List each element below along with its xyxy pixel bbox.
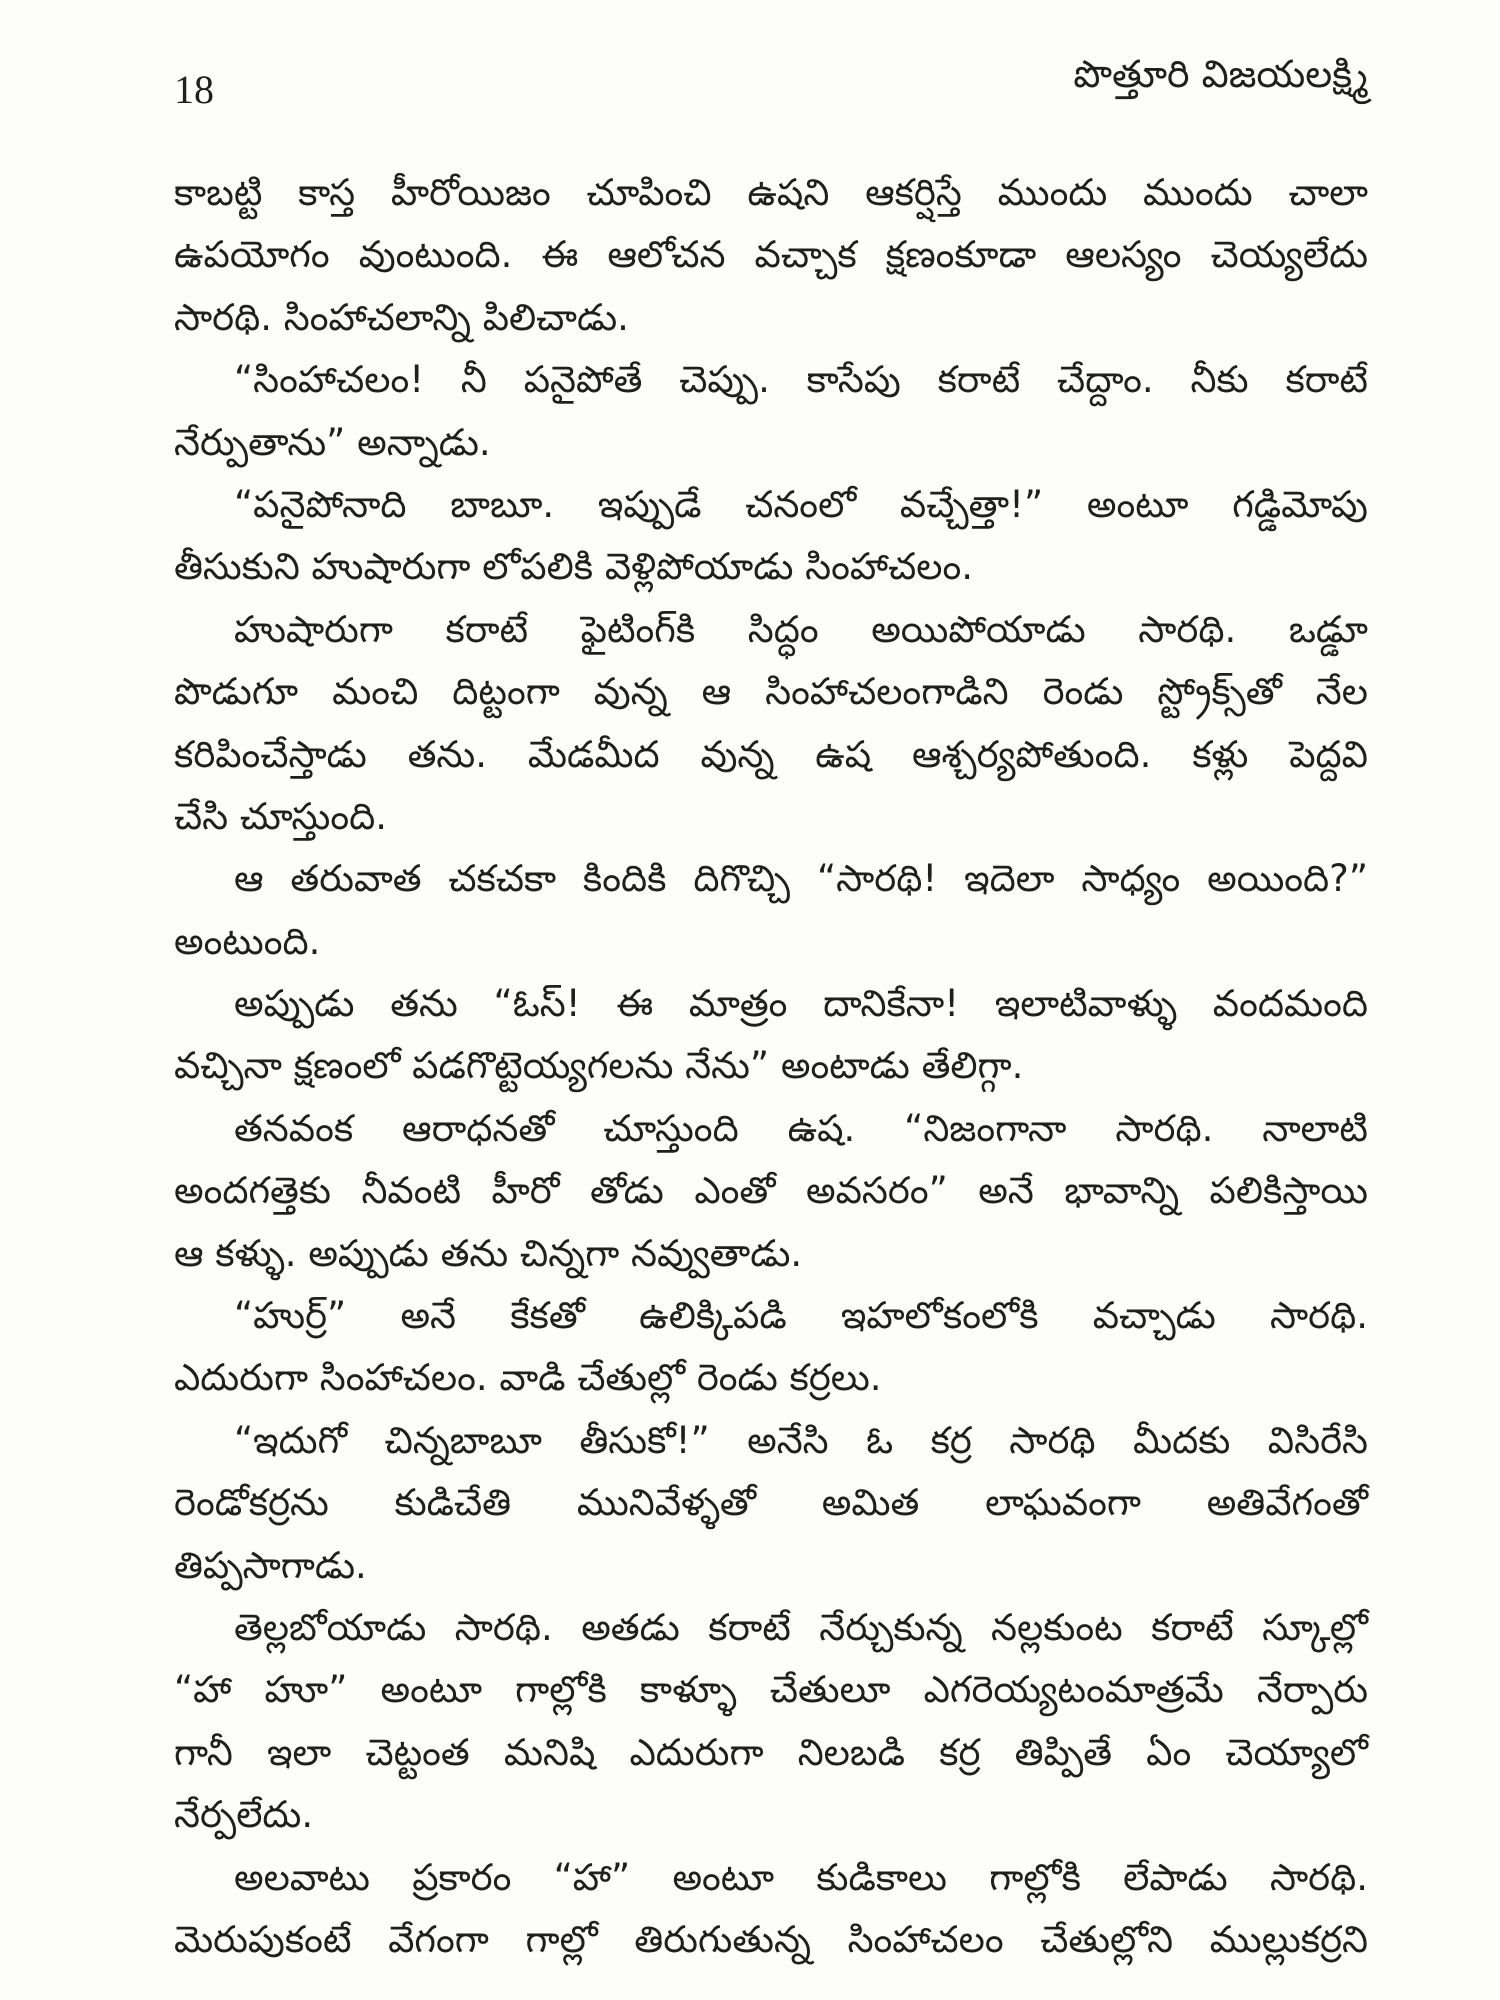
text-line: రెండోకర్రను కుడిచేతి మునివేళ్ళతో అమిత లాఘవంగా అతివేగంతో xyxy=(174,1481,1368,1525)
page-number: 18 xyxy=(174,67,214,112)
text-line: తీసుకుని హుషారుగా లోపలికి వెళ్లిపోయాడు సింహాచలం. xyxy=(174,545,973,589)
text-line: అంటుంది. xyxy=(174,919,321,963)
text-line: అలవాటు ప్రకారం “హా” అంటూ కుడికాలు గాల్లోకి లేపాడు సారథి. xyxy=(234,1855,1368,1899)
text-line: ఆ కళ్ళు. అప్పుడు తను చిన్నగా నవ్వుతాడు. xyxy=(174,1231,803,1275)
text-line: తనవంక ఆరాధనతో చూస్తుంది ఉష. “నిజంగానా సారథి. నాలాటి xyxy=(234,1106,1368,1150)
text-line: “పనైపోనాది బాబూ. ఇప్పుడే చనంలో వచ్చేత్తా!” అంటూ గడ్డిమోపు xyxy=(234,482,1368,526)
text-line: పొడుగూ మంచి దిట్టంగా వున్న ఆ సింహాచలంగాడిని రెండు స్ట్రోక్స్‌తో నేల xyxy=(174,670,1368,714)
text-line: కరిపించేస్తాడు తను. మేడమీద వున్న ఉష ఆశ్చర్యపోతుంది. కళ్లు పెద్దవి xyxy=(174,732,1368,776)
text-line: నేర్పలేదు. xyxy=(174,1793,314,1837)
text-line: “సింహాచలం! నీ పనైపోతే చెప్పు. కాసేపు కరాటే చేద్దాం. నీకు కరాటే xyxy=(234,358,1368,402)
text-line: “హుర్ర్” అనే కేకతో ఉలిక్కిపడి ఇహలోకంలోకి వచ్చాడు సారథి. xyxy=(234,1294,1368,1338)
text-line: తెల్లబోయాడు సారథి. అతడు కరాటే నేర్చుకున్న నల్లకుంట కరాటే స్కూల్లో xyxy=(234,1605,1368,1649)
text-line: హుషారుగా కరాటే ఫైటింగ్‌కి సిద్ధం అయిపోయాడు సారథి. ఒడ్డూ xyxy=(234,607,1368,651)
text-line: తిప్పసాగాడు. xyxy=(174,1543,367,1587)
page-body-text xyxy=(174,162,1368,1971)
text-line: మెరుపుకంటే వేగంగా గాల్లో తిరుగుతున్న సింహాచలం చేతుల్లోని ముల్లుకర్రని xyxy=(174,1917,1368,1961)
text-line: అందగత్తెకు నీవంటి హీరో తోడు ఎంతో అవసరం” అనే భావాన్ని పలికిస్తాయి xyxy=(174,1169,1368,1213)
text-line: ఆ తరువాత చకచకా కిందికి దిగొచ్చి “సారథి! ఇదెలా సాధ్యం అయింది?” xyxy=(234,857,1368,901)
text-line: ఎదురుగా సింహాచలం. వాడి చేతుల్లో రెండు కర్రలు. xyxy=(174,1356,882,1400)
text-line: సారథి. సింహాచలాన్ని పిలిచాడు. xyxy=(174,295,629,339)
text-line: కాబట్టి కాస్త హీరోయిజం చూపించి ఉషని ఆకర్షిస్తే ముందు ముందు చాలా xyxy=(174,171,1368,214)
text-line: నేర్పుతాను” అన్నాడు. xyxy=(174,420,491,464)
text-line: “హా హూ” అంటూ గాల్లోకి కాళ్ళూ చేతులూ ఎగరెయ్యటంమాత్రమే నేర్పారు xyxy=(174,1668,1368,1712)
text-line: వచ్చినా క్షణంలో పడగొట్టెయ్యగలను నేను” అంటాడు తేలిగ్గా. xyxy=(174,1044,1024,1088)
text-line: చేసి చూస్తుంది. xyxy=(174,794,387,838)
text-line: ఉపయోగం వుంటుంది. ఈ ఆలోచన వచ్చాక క్షణంకూడా ఆలస్యం చెయ్యలేదు xyxy=(174,233,1368,277)
text-line: గానీ ఇలా చెట్టంత మనిషి ఎదురుగా నిలబడి కర్ర తిప్పితే ఏం చెయ్యాలో xyxy=(174,1730,1368,1774)
text-line: అప్పుడు తను “ఓస్! ఈ మాత్రం దానికేనా! ఇలాటివాళ్ళు వందమంది xyxy=(234,982,1368,1026)
text-line: “ఇదుగో చిన్నబాబూ తీసుకో!” అనేసి ఓ కర్ర సారథి మీదకు విసిరేసి xyxy=(234,1418,1368,1462)
running-header-author: పొత్తూరి విజయలక్ష్మి xyxy=(1073,52,1368,96)
